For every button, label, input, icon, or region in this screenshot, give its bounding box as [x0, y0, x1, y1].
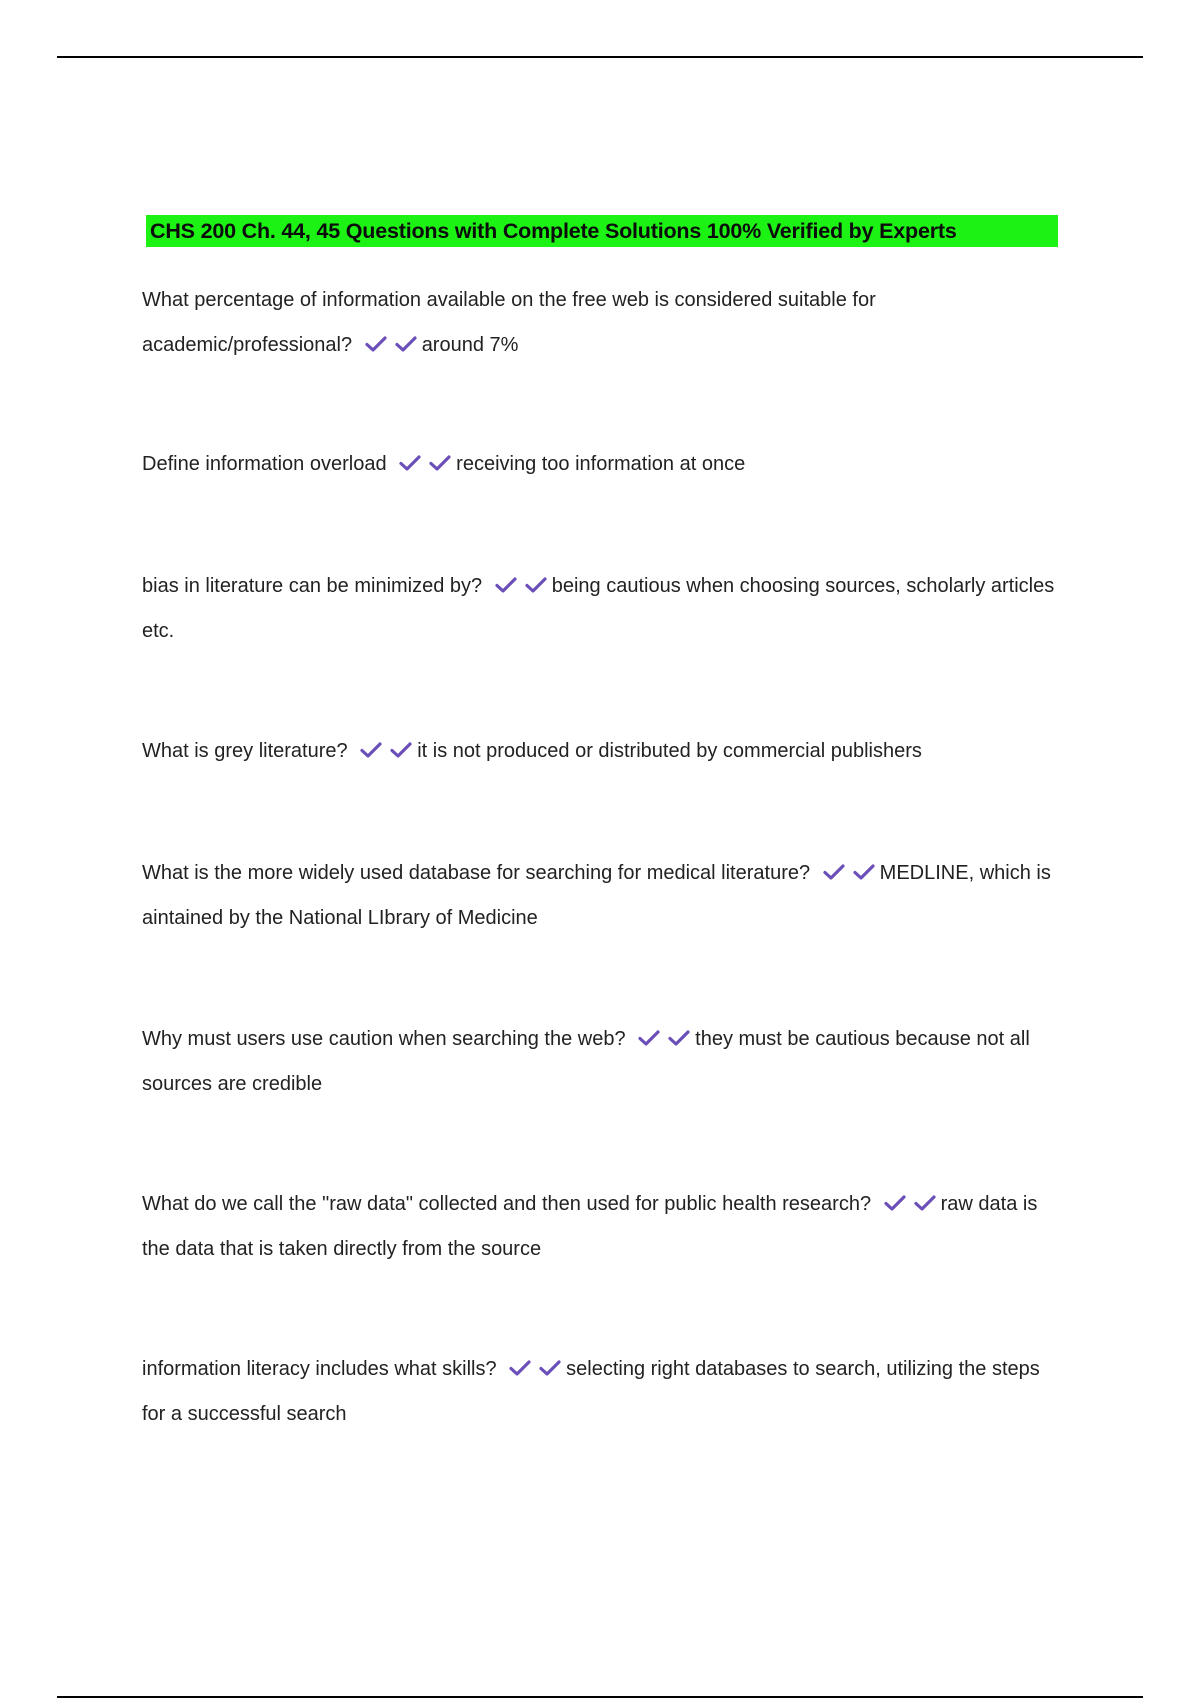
- double-checkmark-icon: [398, 440, 452, 485]
- title-container: [146, 215, 1058, 247]
- answer-text: MEDLINE, which is aintained by the National LIbrary of Medicine: [142, 862, 1051, 930]
- double-checkmark-icon: [637, 1015, 691, 1060]
- answer-text: selecting right databases to search, utilizing the steps for a successful search: [142, 1358, 1040, 1426]
- answer-text: being cautious when choosing sources, scholarly articles etc.: [142, 575, 1055, 643]
- double-checkmark-icon: [364, 321, 418, 366]
- question-text: What is grey literature?: [142, 740, 348, 762]
- question-text: bias in literature can be minimized by?: [142, 575, 483, 597]
- qa-item-2: [142, 442, 1067, 487]
- double-checkmark-icon: [494, 562, 548, 607]
- question-text: Define information overload: [142, 453, 387, 475]
- qa-item-3: [142, 564, 1067, 654]
- double-checkmark-icon: [883, 1180, 937, 1225]
- document-title: CHS 200 Ch. 44, 45 Questions with Complete Solutions 100% Verified by Experts: [146, 215, 1058, 247]
- answer-text: they must be cautious because not all sources are credible: [142, 1028, 1030, 1096]
- qa-item-1: [142, 278, 1067, 368]
- bottom-rule: [57, 1696, 1143, 1698]
- answer-text: around 7%: [421, 334, 519, 356]
- question-text: information literacy includes what skills?: [142, 1358, 497, 1380]
- answer-text: raw data is the data that is taken directly from the source: [142, 1193, 1038, 1261]
- question-text: What percentage of information available on the free web is considered suitable for academic/professional?: [142, 289, 876, 356]
- qa-item-4: [142, 729, 1067, 774]
- qa-item-7: [142, 1182, 1067, 1272]
- question-text: What do we call the "raw data" collected and then used for public health research?: [142, 1193, 872, 1215]
- qa-item-5: [142, 851, 1067, 941]
- top-rule: [57, 56, 1143, 58]
- double-checkmark-icon: [508, 1345, 562, 1390]
- question-text: What is the more widely used database for searching for medical literature?: [142, 862, 811, 884]
- qa-item-6: [142, 1017, 1067, 1107]
- double-checkmark-icon: [822, 849, 876, 894]
- question-text: Why must users use caution when searching the web?: [142, 1028, 626, 1050]
- answer-text: receiving too information at once: [456, 453, 746, 475]
- double-checkmark-icon: [359, 727, 413, 772]
- qa-item-8: [142, 1347, 1067, 1437]
- answer-text: it is not produced or distributed by commercial publishers: [417, 740, 922, 762]
